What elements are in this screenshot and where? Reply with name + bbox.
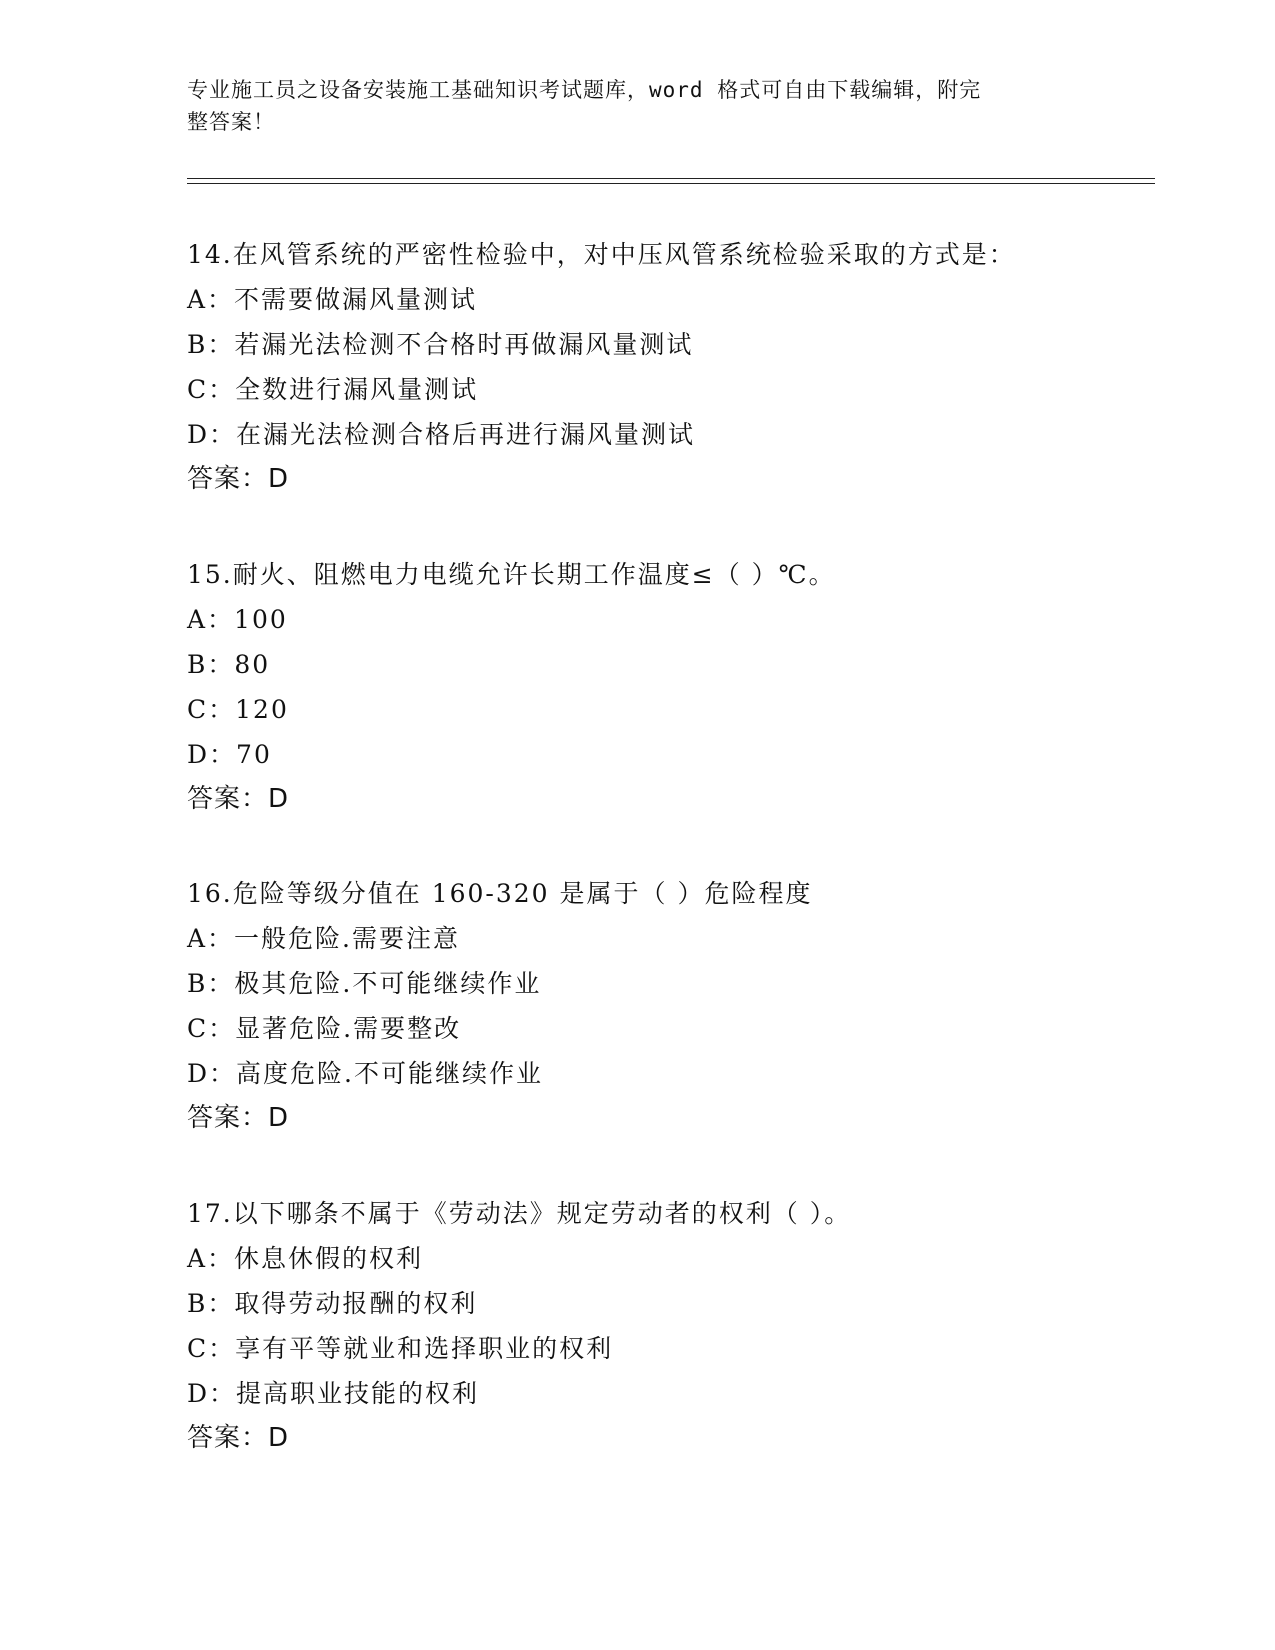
header-divider-bottom	[187, 183, 1155, 184]
option-a: A：不需要做漏风量测试	[187, 285, 478, 314]
question-stem: 16.危险等级分值在 160-320 是属于（ ）危险程度	[187, 879, 813, 908]
answer-label: 答案：D	[187, 1103, 290, 1133]
question-stem: 17.以下哪条不属于《劳动法》规定劳动者的权利（ ）。	[187, 1199, 852, 1228]
option-d: D：高度危险.不可能继续作业	[187, 1059, 543, 1088]
option-b: B：取得劳动报酬的权利	[187, 1289, 478, 1318]
document-header	[187, 74, 1087, 138]
option-b: B：80	[187, 650, 271, 679]
option-a: A：一般危险.需要注意	[187, 924, 461, 953]
option-c: C：显著危险.需要整改	[187, 1014, 462, 1043]
answer-label: 答案：D	[187, 1423, 290, 1453]
question-14	[187, 232, 1167, 502]
answer-label: 答案：D	[187, 784, 290, 814]
option-d: D：在漏光法检测合格后再进行漏风量测试	[187, 420, 696, 449]
option-b: B：极其危险.不可能继续作业	[187, 969, 542, 998]
option-c: C：120	[187, 695, 289, 724]
option-c: C：享有平等就业和选择职业的权利	[187, 1334, 614, 1363]
option-c: C：全数进行漏风量测试	[187, 375, 479, 404]
answer-label: 答案：D	[187, 464, 290, 494]
option-a: A：100	[187, 605, 288, 634]
header-line-2: 整答案！	[187, 110, 275, 134]
question-16	[187, 871, 1167, 1141]
question-17	[187, 1191, 1167, 1461]
option-d: D：70	[187, 740, 272, 769]
option-a: A：休息休假的权利	[187, 1244, 424, 1273]
question-15	[187, 552, 1167, 822]
option-d: D：提高职业技能的权利	[187, 1379, 480, 1408]
question-stem: 15.耐火、阻燃电力电缆允许长期工作温度≤（ ）℃。	[187, 560, 836, 589]
option-b: B：若漏光法检测不合格时再做漏风量测试	[187, 330, 694, 359]
header-line-1: 专业施工员之设备安装施工基础知识考试题库，word 格式可自由下载编辑，附完	[187, 78, 982, 102]
header-divider-top	[187, 178, 1155, 179]
question-stem: 14.在风管系统的严密性检验中，对中压风管系统检验采取的方式是：	[187, 240, 1016, 269]
